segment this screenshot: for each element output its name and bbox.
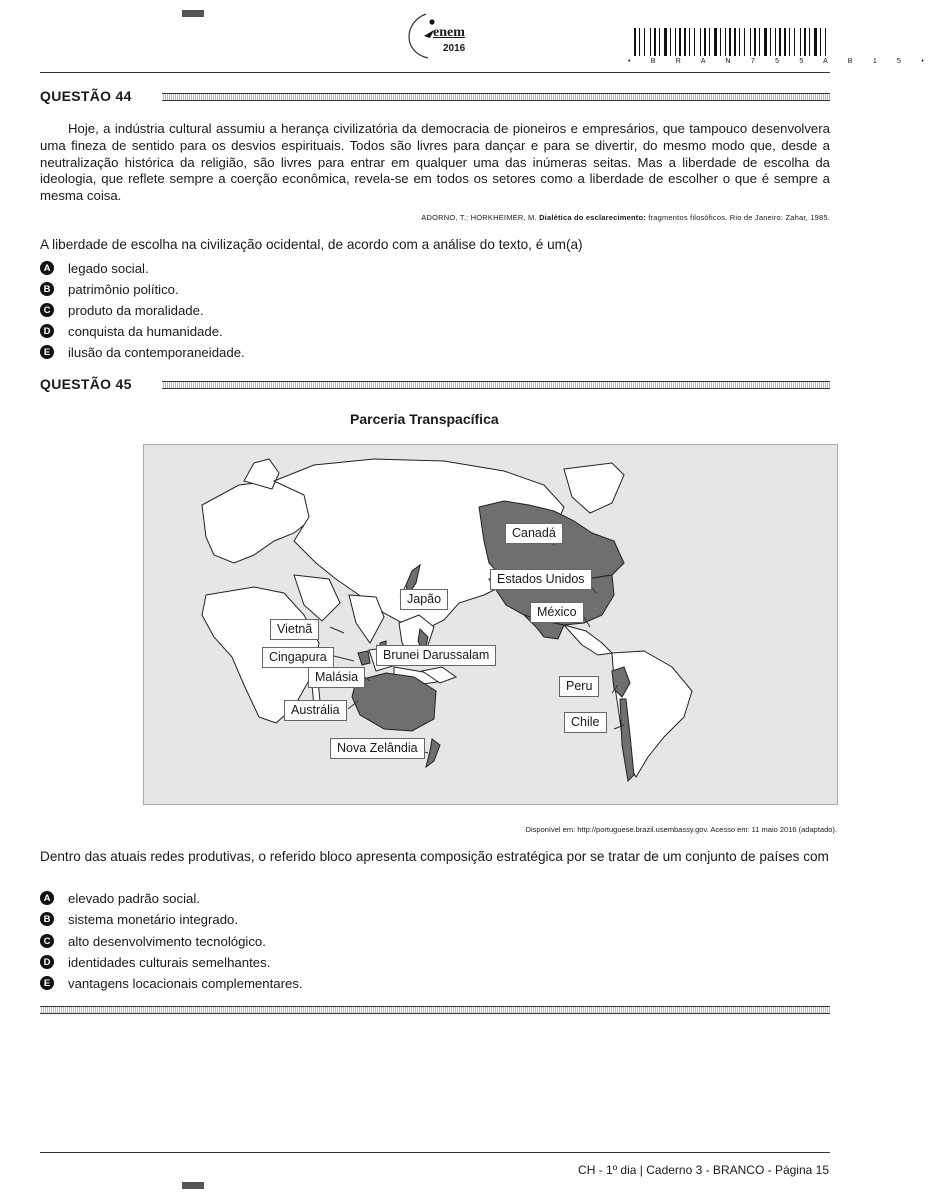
barcode-bar xyxy=(714,28,717,56)
map-label-chile: Chile xyxy=(564,712,607,733)
barcode-bar xyxy=(729,28,731,56)
option-d[interactable] xyxy=(40,953,270,971)
barcode-bar xyxy=(694,28,695,56)
option-letter-c: C xyxy=(40,303,54,317)
option-letter-b: B xyxy=(40,912,54,926)
option-letter-a: A xyxy=(40,891,54,905)
option-letter-e: E xyxy=(40,976,54,990)
source-authors: ADORNO, T.; HORKHEIMER, M. xyxy=(421,213,537,222)
barcode-bar xyxy=(689,28,690,56)
barcode-bar xyxy=(709,28,710,56)
barcode-bar xyxy=(750,28,751,56)
option-e[interactable] xyxy=(40,343,245,361)
map-label-japan: Japão xyxy=(400,589,448,610)
map-label-vietnam: Vietnã xyxy=(270,619,319,640)
option-d[interactable] xyxy=(40,322,223,340)
question-44-rule xyxy=(162,93,830,101)
question-45-prompt: Dentro das atuais redes produtivas, o referido bloco apresenta composição estratégica por se tratar de um conjunto de países com xyxy=(40,849,829,864)
header-divider xyxy=(40,72,830,73)
europe-shape xyxy=(202,481,314,563)
logo-year: 2016 xyxy=(443,43,466,54)
barcode-bar xyxy=(720,28,721,56)
barcode-bar xyxy=(764,28,767,56)
option-c[interactable] xyxy=(40,932,266,950)
barcode-bar xyxy=(744,28,745,56)
map-title: Parceria Transpacífica xyxy=(350,411,499,427)
barcode-bar xyxy=(725,28,726,56)
question-44-text: Hoje, a indústria cultural assumiu a herança civilizatória da democracia de pioneiros e empresários, que tampouco desenvolvera uma fineza de sentido para os desvios espirituais. Todos são livres para dançar e para se divertir, do mesmo modo que, desde a neutralização histórica da religião, são livres para entrar em qualquer uma das inúmeras seitas. Mas a liberdade de escolha da ideologia, que reflete sempre a coerção econômica, revela-se em todos os setores como a liberdade de escolher o que é sempre a mesma coisa. xyxy=(40,121,830,204)
barcode-bar xyxy=(644,28,645,56)
option-text: produto da moralidade. xyxy=(68,302,204,318)
option-letter-e: E xyxy=(40,345,54,359)
registration-mark-bottom xyxy=(182,1182,204,1189)
question-45-title: QUESTÃO 45 xyxy=(40,376,132,392)
option-text: vantagens locacionais complementares. xyxy=(68,975,303,991)
option-b[interactable] xyxy=(40,280,179,298)
map-label-canada: Canadá xyxy=(505,523,563,544)
option-b[interactable] xyxy=(40,910,238,928)
option-c[interactable] xyxy=(40,301,204,319)
map-label-new-zealand: Nova Zelândia xyxy=(330,738,425,759)
question-44-prompt: A liberdade de escolha na civilização ocidental, de acordo com a análise do texto, é um(a) xyxy=(40,237,583,252)
barcode-bar xyxy=(734,28,736,56)
map-label-mexico: México xyxy=(530,602,584,623)
map-label-usa: Estados Unidos xyxy=(490,569,592,590)
barcode-bar xyxy=(670,28,671,56)
option-a[interactable] xyxy=(40,889,200,907)
barcode-bar xyxy=(775,28,776,56)
page-footer: CH - 1º dia | Caderno 3 - BRANCO - Página 15 xyxy=(578,1163,829,1177)
barcode-bar xyxy=(650,28,651,56)
barcode-bar xyxy=(789,28,790,56)
option-a[interactable] xyxy=(40,259,149,277)
logo-word: enem xyxy=(433,25,465,40)
option-text: ilusão da contemporaneidade. xyxy=(68,344,245,360)
barcode-bar xyxy=(704,28,706,56)
new-zealand-shape xyxy=(426,739,440,767)
option-letter-c: C xyxy=(40,934,54,948)
source-title: Dialética do esclarecimento: xyxy=(539,213,646,222)
option-letter-d: D xyxy=(40,955,54,969)
barcode-bar xyxy=(825,28,826,56)
map-credit: Disponível em: http://portuguese.brazil.usembassy.gov. Acesso em: 11 maio 2016 (adaptado). xyxy=(525,825,837,834)
registration-mark-top xyxy=(182,10,204,17)
barcode-bar xyxy=(634,28,636,56)
question-44-source xyxy=(421,213,830,222)
barcode-bar xyxy=(794,28,795,56)
barcode-text: • B R A N 7 5 5 A B 1 5 • xyxy=(628,58,933,65)
barcode-bar xyxy=(809,28,810,56)
barcode-bar xyxy=(684,28,686,56)
end-rule xyxy=(40,1006,830,1014)
central-america-shape xyxy=(564,625,612,655)
footer-divider xyxy=(40,1152,830,1153)
barcode-bar xyxy=(779,28,781,56)
question-45-rule xyxy=(162,381,830,389)
map-label-brunei: Brunei Darussalam xyxy=(376,645,496,666)
option-text: sistema monetário integrado. xyxy=(68,911,239,927)
barcode-bar xyxy=(639,28,640,56)
barcode-bar xyxy=(754,28,756,56)
option-e[interactable] xyxy=(40,974,303,992)
world-map xyxy=(143,444,838,805)
option-letter-a: A xyxy=(40,261,54,275)
option-text: elevado padrão social. xyxy=(68,890,200,906)
question-44-title: QUESTÃO 44 xyxy=(40,88,132,104)
map-label-singapore: Cingapura xyxy=(262,647,334,668)
option-text: identidades culturais semelhantes. xyxy=(68,954,271,970)
barcode-bar xyxy=(820,28,821,56)
option-text: patrimônio político. xyxy=(68,281,179,297)
barcode-bar xyxy=(784,28,786,56)
map-label-australia: Austrália xyxy=(284,700,347,721)
map-label-peru: Peru xyxy=(559,676,599,697)
source-rest: fragmentos filosóficos. Rio de Janeiro: Zahar, 1985. xyxy=(648,213,830,222)
option-text: legado social. xyxy=(68,260,149,276)
barcode-bar xyxy=(770,28,771,56)
barcode-bar xyxy=(675,28,676,56)
barcode-bar xyxy=(739,28,740,56)
barcode xyxy=(634,28,828,56)
greenland-shape xyxy=(564,463,624,513)
barcode-bar xyxy=(800,28,801,56)
option-letter-d: D xyxy=(40,324,54,338)
option-text: conquista da humanidade. xyxy=(68,323,223,339)
barcode-bar xyxy=(700,28,701,56)
map-label-malaysia: Malásia xyxy=(308,667,365,688)
barcode-bar xyxy=(659,28,660,56)
barcode-bar xyxy=(814,28,817,56)
barcode-bar xyxy=(804,28,806,56)
option-letter-b: B xyxy=(40,282,54,296)
malaysia-shape xyxy=(358,651,370,665)
barcode-bar xyxy=(759,28,760,56)
barcode-bar xyxy=(654,28,656,56)
barcode-bar xyxy=(664,28,667,56)
barcode-bar xyxy=(679,28,681,56)
option-text: alto desenvolvimento tecnológico. xyxy=(68,933,266,949)
map-drawing xyxy=(144,445,839,806)
